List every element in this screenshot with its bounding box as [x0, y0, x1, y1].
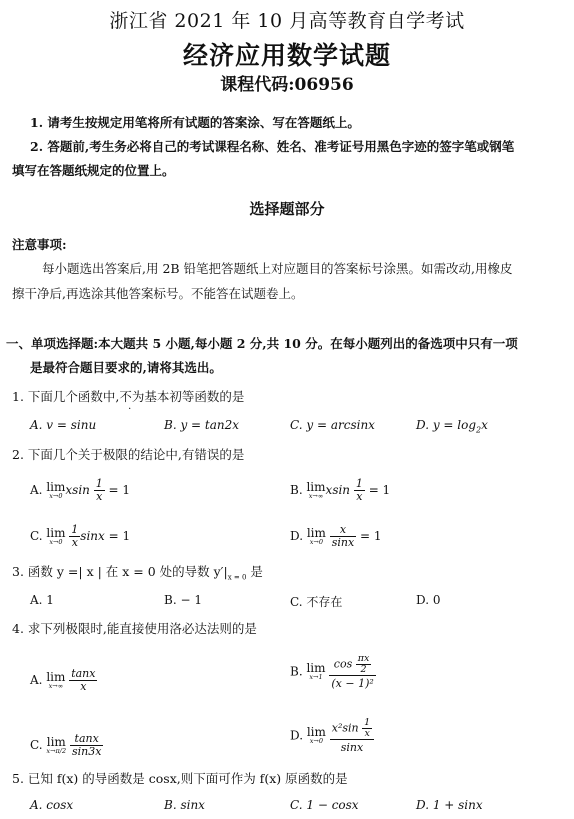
frac-den: (x − 1)² [331, 677, 374, 690]
q3-option-c: C. 不存在 [290, 595, 343, 609]
frac-den: x [96, 490, 103, 503]
lim-sub: x→0 [49, 491, 63, 500]
lim-text: lim [46, 525, 66, 540]
lim-sub: x→π/2 [46, 746, 67, 755]
q3-stem-end: 是 [246, 564, 263, 579]
frac-num: 1 [95, 477, 103, 490]
lim-sub: x→∞ [48, 681, 64, 690]
lim-text: lim [46, 479, 66, 494]
q2-label-b: B. [290, 483, 303, 497]
lim-text: lim [306, 661, 326, 675]
q2b-eq: = 1 [364, 483, 391, 497]
q2-option-d [290, 524, 382, 549]
q3-option-a: A. 1 [30, 593, 54, 607]
inner-den: 2 [360, 664, 367, 675]
q5-option-b: B. sinx [164, 798, 205, 812]
q4-label-c: C. [30, 738, 43, 752]
q1-option-d-text: D. y = log [416, 418, 477, 432]
lim-text: lim [46, 734, 66, 749]
q2a-limit [46, 479, 66, 500]
lim-text: lim [306, 479, 326, 494]
q2c-limit [46, 525, 66, 546]
q1-stem-c: 基本初等函数的是 [144, 389, 245, 404]
notice-line-1: 每小题选出答案后,用 2B 铅笔把答题纸上对应题目的答案标号涂黑。如需改动,用橡皮 [42, 261, 513, 276]
lim-text: lim [306, 525, 326, 540]
inner-num: 1 [364, 717, 371, 728]
q2-option-c [30, 524, 130, 549]
inner-den: x [364, 728, 370, 739]
frac-num [330, 718, 374, 740]
q5-stem: 5. 已知 f(x) 的导函数是 cosx,则下面可作为 f(x) 原函数的是 [12, 771, 348, 786]
lim-sub: x→1 [309, 673, 323, 681]
lim-sub: x→0 [309, 737, 323, 745]
instruction-2-line2: 填写在答题纸规定的位置上。 [12, 163, 175, 178]
q4-stem: 4. 求下列极限时,能直接使用洛必达法则的是 [12, 621, 257, 636]
cos-text: cos [333, 657, 353, 671]
q4b-inner-frac [356, 654, 372, 675]
frac-num: 1 [71, 523, 79, 536]
instruction-1: 1. 请考生按规定用笔将所有试题的答案涂、写在答题纸上。 [30, 115, 360, 130]
q3-stem-text: 3. 函数 y =| x | 在 x = 0 处的导数 y′| [12, 564, 228, 579]
q1-option-d-end: x [481, 418, 488, 432]
x2sin-text: x²sin [331, 721, 359, 735]
frac-num: tanx [70, 733, 103, 746]
q2-option-b [290, 478, 390, 503]
notice-line-2: 擦干净后,再选涂其他答案标号。不能答在试题卷上。 [12, 286, 304, 301]
instruction-2-line1: 2. 答题前,考生务必将自己的考试课程名称、姓名、准考证号用黑色字迹的签字笔或钢笔 [30, 139, 515, 154]
q2b-sin: sin [332, 483, 351, 497]
q4b-frac [329, 654, 375, 690]
q2a-eq: = 1 [104, 483, 131, 497]
part1-line2: 是最符合题目要求的,请将其选出。 [30, 360, 222, 375]
frac-num: 1 [355, 477, 363, 490]
q5-option-c: C. 1 − cosx [290, 798, 359, 812]
q4-option-d [290, 718, 374, 754]
q1-option-a: A. v = sinu [30, 418, 97, 432]
q2b-limit [306, 479, 326, 500]
q4d-limit [307, 727, 326, 745]
lim-sub: x→0 [309, 537, 323, 546]
q2c-frac [69, 524, 80, 549]
q2a-sin: sin [72, 483, 90, 497]
section-title: 选择题部分 [249, 200, 325, 218]
frac-den: sin3x [71, 745, 102, 758]
paper-title: 经济应用数学试题 [182, 41, 391, 70]
q2a-frac [94, 478, 105, 503]
q5-option-d: D. 1 + sinx [416, 798, 483, 812]
q1-option-b: B. y = tan2x [164, 418, 240, 432]
q1-stem [12, 386, 244, 408]
exam-title: 浙江省 2021 年 10 月高等教育自学考试 [109, 10, 465, 32]
q4a-frac [69, 668, 97, 693]
q2c-sinx: sinx [80, 529, 105, 543]
lim-sub: x→∞ [308, 491, 324, 500]
q1-stem-emphasis: 不为 [119, 389, 145, 404]
q2c-eq: = 1 [104, 529, 131, 543]
frac-den: x [80, 680, 87, 693]
q4d-frac [330, 718, 374, 754]
lim-sub: x→0 [49, 537, 63, 546]
q2-stem: 2. 下面几个关于极限的结论中,有错误的是 [12, 447, 245, 462]
q2d-eq: = 1 [356, 529, 382, 543]
q4-label-a: A. [30, 673, 43, 687]
inner-num: πx [357, 653, 370, 664]
q4b-limit [306, 663, 325, 681]
notice-label: 注意事项: [12, 237, 67, 252]
q3-stem-sub: x = 0 [227, 573, 247, 582]
q1-option-d [416, 418, 488, 434]
frac-den: sinx [340, 741, 364, 754]
q1-stem-a: 1. 下面几个函数中, [12, 389, 120, 404]
frac-den: x [356, 490, 363, 503]
q3-stem [12, 561, 263, 589]
frac-den: sinx [331, 536, 355, 549]
q2-label-a: A. [30, 483, 43, 497]
q4a-limit [46, 669, 66, 690]
q4-option-b [290, 654, 376, 690]
q2b-x: x [325, 483, 333, 497]
frac-den: x [71, 536, 78, 549]
q2-label-d: D. [290, 529, 304, 543]
q1-option-d-sub: 2 [476, 425, 482, 435]
course-code: 课程代码:06956 [220, 75, 354, 95]
part1-line1: 一、单项选择题:本大题共 5 小题,每小题 2 分,共 10 分。在每小题列出的备选项中只有一项 [6, 336, 518, 351]
q5-option-a: A. cosx [30, 798, 74, 812]
q4c-limit [46, 734, 67, 755]
lim-text: lim [46, 669, 66, 684]
frac-num [329, 654, 375, 676]
q4-option-a [30, 668, 97, 693]
q2-option-a [30, 478, 130, 503]
q2-label-c: C. [30, 529, 43, 543]
q3-option-b: B. − 1 [164, 593, 202, 607]
q4-label-b: B. [290, 664, 303, 679]
q1-option-c: C. y = arcsinx [290, 418, 375, 432]
q2d-frac [330, 524, 356, 549]
q2b-frac [354, 478, 365, 503]
frac-num: x [330, 524, 356, 537]
frac-num: tanx [71, 667, 96, 680]
q4-option-c [30, 733, 103, 758]
q2d-limit [306, 525, 326, 546]
q4d-inner-frac [362, 718, 372, 739]
q3-option-d: D. 0 [416, 593, 441, 607]
q2a-x: x [65, 483, 73, 497]
q4c-frac [70, 733, 103, 758]
q4-label-d: D. [290, 728, 304, 743]
lim-text: lim [306, 725, 326, 739]
